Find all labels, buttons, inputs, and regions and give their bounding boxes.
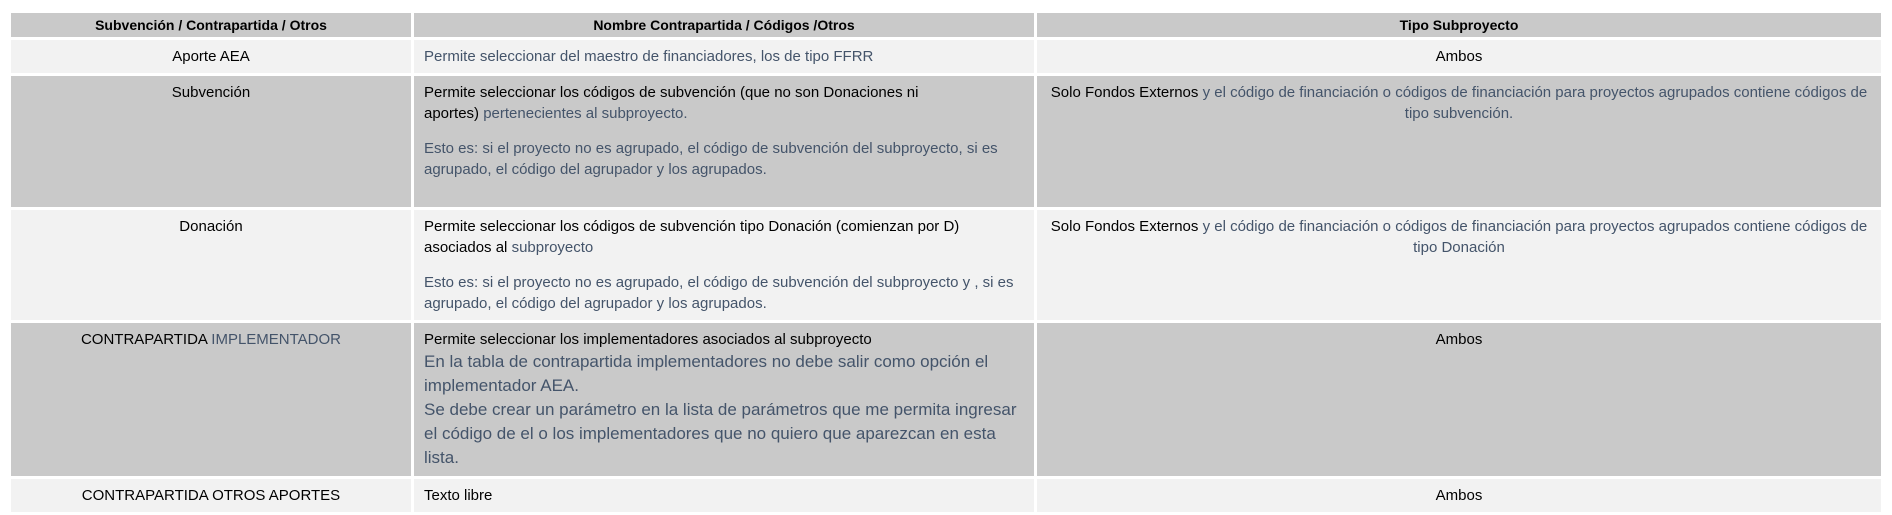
description-line: Permite seleccionar los códigos de subvención (que no son Donaciones ni [424, 84, 919, 101]
subproject-text: Solo Fondos Externos [1050, 218, 1203, 235]
description-text: aportes) [424, 105, 484, 122]
type-highlight: IMPLEMENTADOR [211, 331, 342, 348]
type-text: CONTRAPARTIDA [80, 331, 212, 348]
description-line: Permite seleccionar los códigos de subvención tipo Donación (comienzan por D) [424, 218, 960, 235]
description-note: Esto es: si el proyecto no es agrupado, el código de subvención del subproyecto y , si es agrupado, el código del agrupador y los agrupados. [424, 274, 1014, 312]
row-description-cell [414, 210, 1034, 320]
description-text: asociados al [424, 239, 512, 256]
table-row [11, 479, 1881, 512]
description-note: En la tabla de contrapartida implementadores no debe salir como opción el implementador AEA. [424, 352, 989, 395]
row-subproject-cell: Ambos [1037, 323, 1881, 476]
row-description-cell [414, 323, 1034, 476]
row-subproject-cell: Ambos [1037, 479, 1881, 512]
row-subproject-cell [1037, 210, 1881, 320]
row-subproject-cell [1037, 76, 1881, 207]
description-highlight: subproyecto [511, 239, 594, 256]
table-row [11, 323, 1881, 476]
description-highlight: pertenecientes al subproyecto. [483, 105, 688, 122]
header-type: Subvención / Contrapartida / Otros [11, 13, 411, 37]
description-line [424, 103, 1024, 124]
description-line [424, 237, 1024, 258]
financing-table [8, 10, 1884, 515]
row-type-cell: Aporte AEA [11, 40, 411, 73]
row-description-cell: Permite seleccionar del maestro de financiadores, los de tipo FFRR [414, 40, 1034, 73]
row-type-cell [11, 323, 411, 476]
header-subproject-type: Tipo Subproyecto [1037, 13, 1881, 37]
row-description-cell: Texto libre [414, 479, 1034, 512]
description-note: Se debe crear un parámetro en la lista de parámetros que me permita ingresar el código de el o los implementadores que no quiero que aparezcan en esta lista. [424, 400, 1017, 467]
header-name-codes: Nombre Contrapartida / Códigos /Otros [414, 13, 1034, 37]
row-subproject-cell: Ambos [1037, 40, 1881, 73]
table-row [11, 210, 1881, 320]
description-line: Permite seleccionar los implementadores asociados al subproyecto [424, 331, 872, 348]
table-row [11, 40, 1881, 73]
row-type-cell: Donación [11, 210, 411, 320]
subproject-highlight: y el código de financiación o códigos de financiación para proyectos agrupados contiene códigos de tipo Donación [1202, 218, 1868, 256]
row-description-cell [414, 76, 1034, 207]
header-row [11, 13, 1881, 37]
subproject-text: Solo Fondos Externos [1050, 84, 1203, 101]
row-type-cell: Subvención [11, 76, 411, 207]
row-type-cell: CONTRAPARTIDA OTROS APORTES [11, 479, 411, 512]
description-note: Esto es: si el proyecto no es agrupado, el código de subvención del subproyecto, si es agrupado, el código del agrupador y los agrupados. [424, 140, 998, 178]
subproject-highlight: y el código de financiación o códigos de financiación para proyectos agrupados contiene códigos de tipo subvención. [1202, 84, 1868, 122]
table-row [11, 76, 1881, 207]
